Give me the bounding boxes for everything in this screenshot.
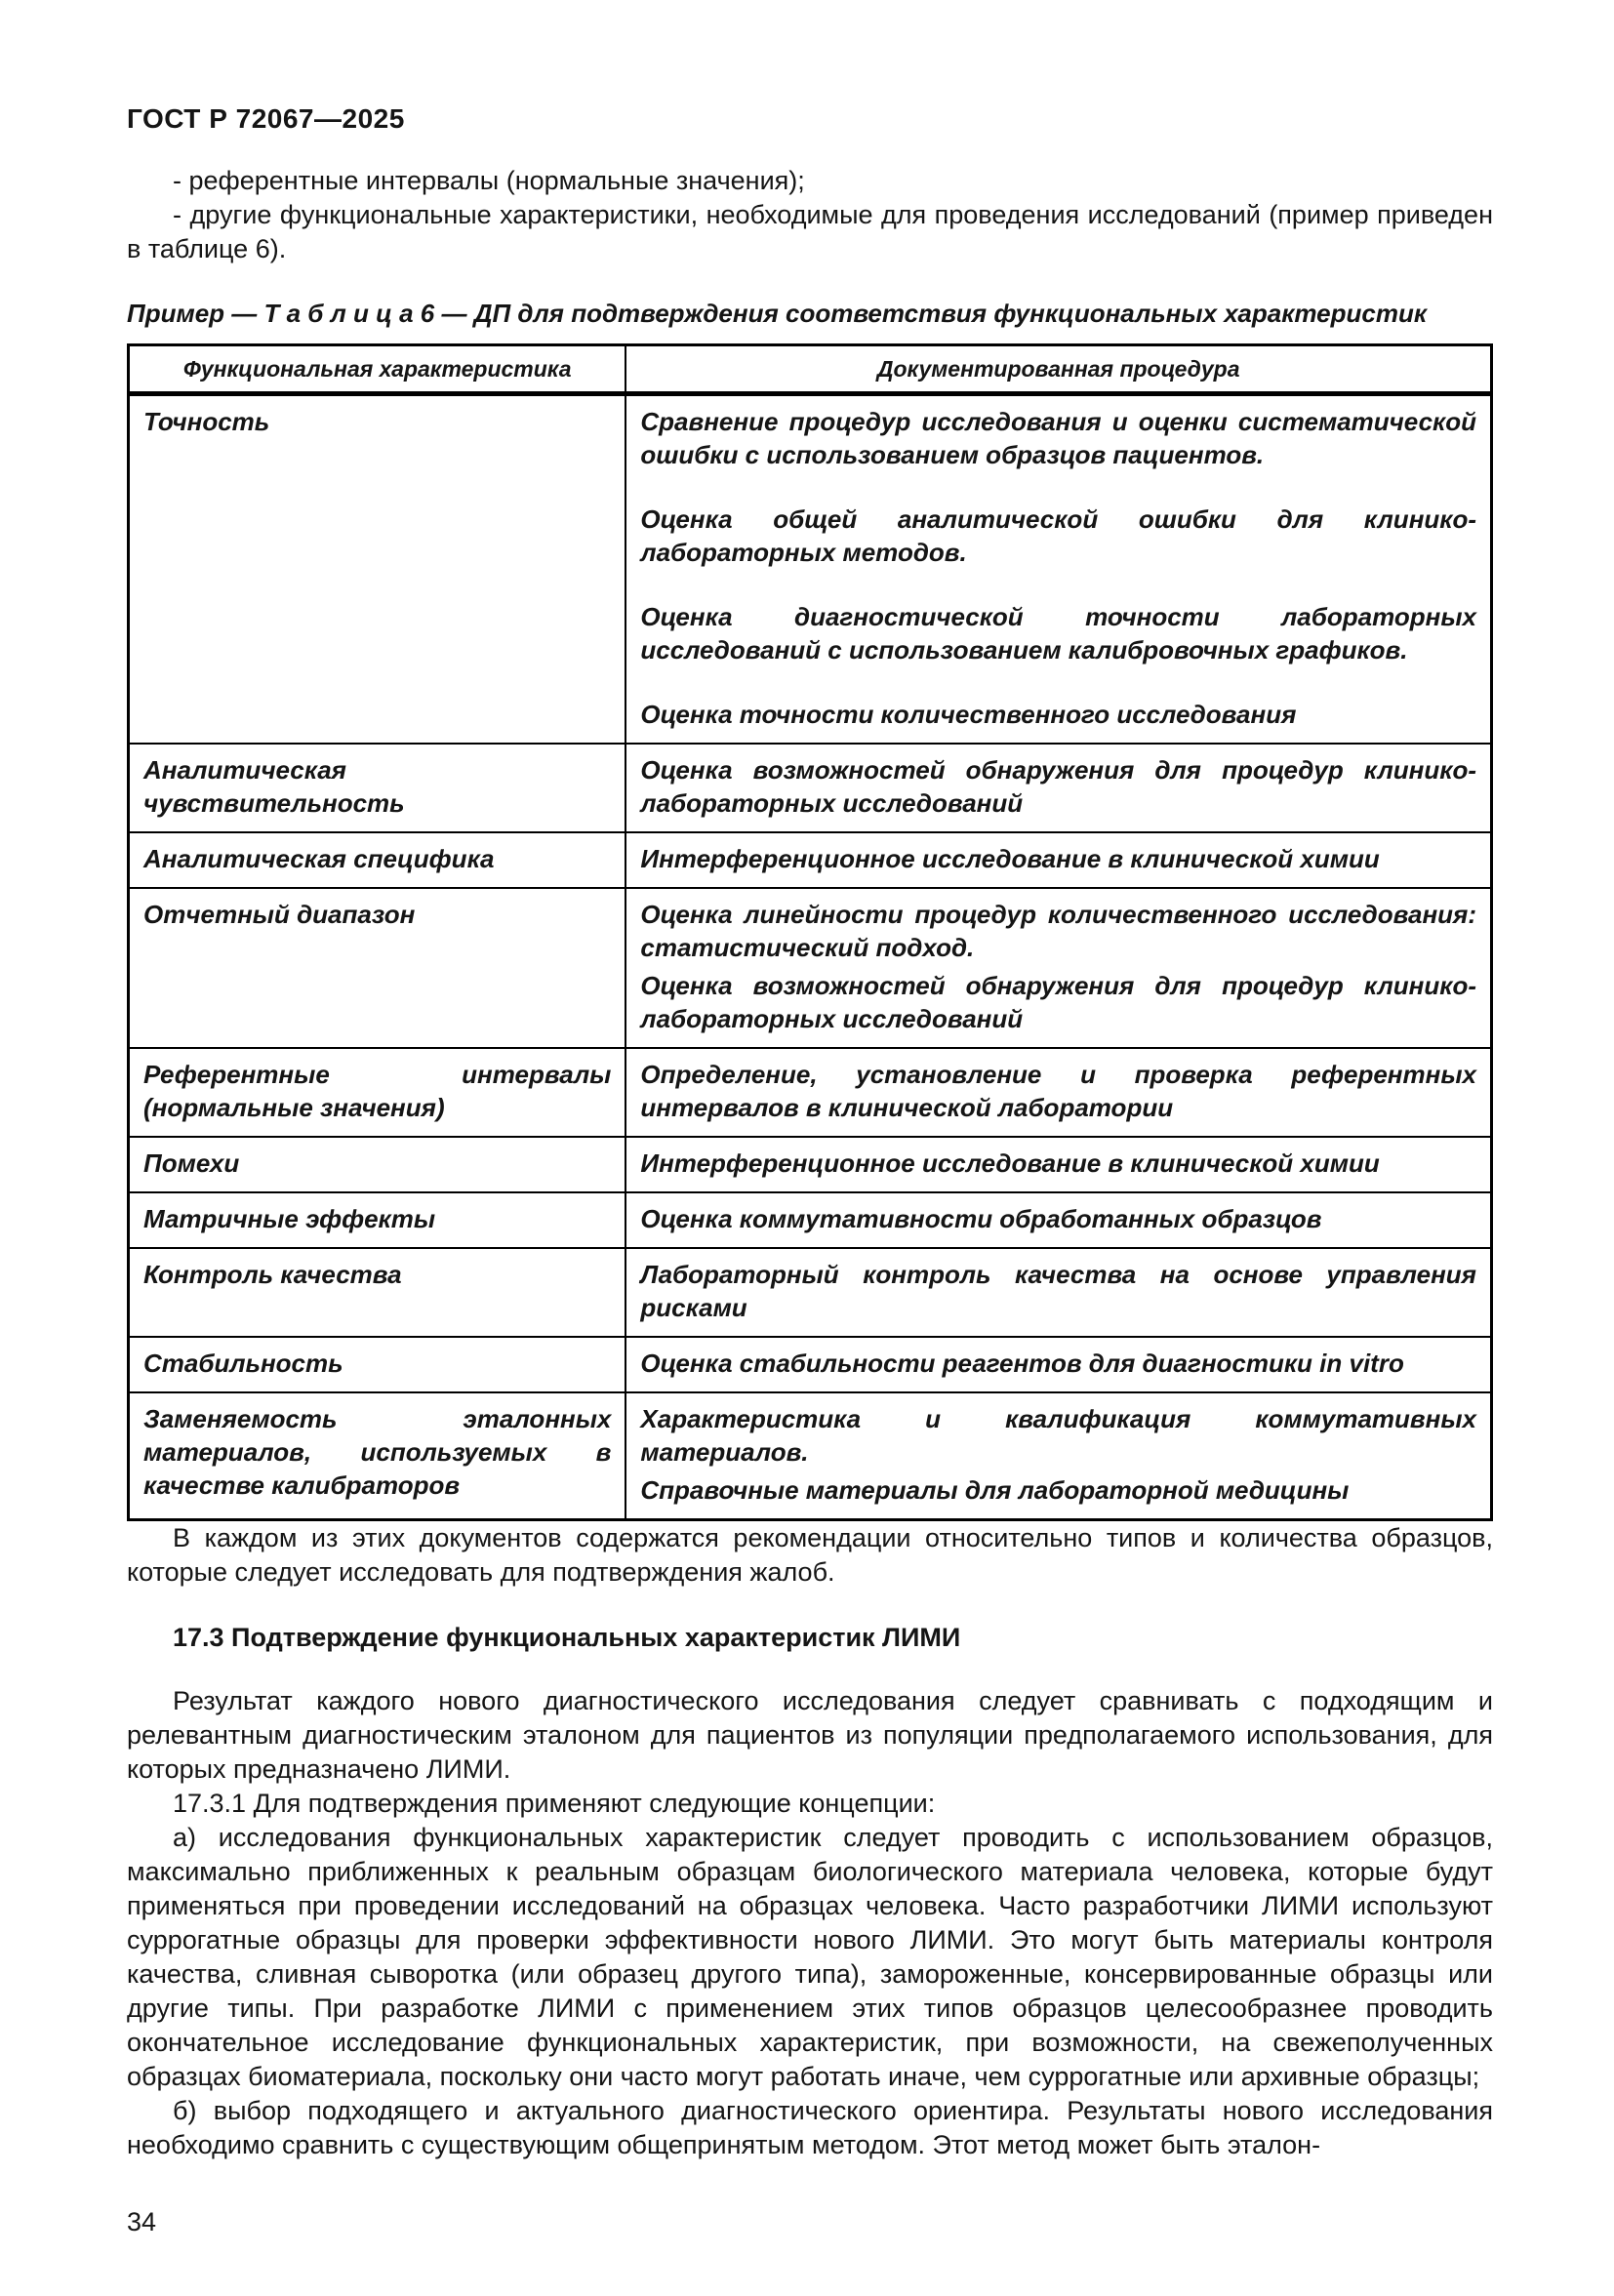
characteristic-cell: Точность (129, 394, 626, 745)
intro-list-item-1: - референтные интервалы (нормальные значения); (173, 166, 805, 195)
body-paragraph: б) выбор подходящего и актуального диагностического ориентира. Результаты нового исследования необходимо сравнить с существующим общепринятым методом. Этот метод может быть эталон- (127, 2096, 1493, 2159)
procedure-paragraph: Интерференционное исследование в клинической химии (640, 1148, 1380, 1178)
procedure-paragraph: Сравнение процедур исследования и оценки систематической ошибки с использованием образцов пациентов. (640, 407, 1476, 469)
table-row (129, 888, 1492, 1048)
table-row (129, 832, 1492, 888)
page-number: 34 (127, 2207, 157, 2236)
functional-characteristics-table (127, 343, 1493, 1521)
body-paragraph: 17.3.1 Для подтверждения применяют следующие концепции: (173, 1789, 936, 1818)
procedure-cell (625, 888, 1491, 1048)
table-row (129, 1337, 1492, 1392)
characteristic-cell: Стабильность (129, 1337, 626, 1392)
procedure-paragraph: Оценка линейности процедур количественного исследования: статистический подход. (640, 900, 1476, 962)
table-row (129, 394, 1492, 745)
procedure-paragraph: Справочные материалы для лабораторной медицины (640, 1475, 1350, 1505)
procedure-cell (625, 1337, 1491, 1392)
table-row (129, 1392, 1492, 1520)
table-row (129, 1192, 1492, 1248)
characteristic-cell: Матричные эффекты (129, 1192, 626, 1248)
procedure-cell (625, 1137, 1491, 1192)
characteristic-cell: Аналитическая чувствительность (129, 744, 626, 832)
body-paragraph: Результат каждого нового диагностического исследования следует сравнивать с подходящим и релевантным диагностическим эталоном для пациентов из популяции предполагаемого использования, для которых предназначено ЛИМИ. (127, 1686, 1493, 1784)
table-head (129, 345, 1492, 394)
characteristic-cell: Референтные интервалы (нормальные значения) (129, 1048, 626, 1137)
procedure-paragraph: Оценка точности количественного исследования (640, 700, 1297, 729)
procedure-paragraph: Характеристика и квалификация коммутативных материалов. (640, 1404, 1476, 1467)
section-heading-17-3: 17.3 Подтверждение функциональных характеристик ЛИМИ (173, 1623, 961, 1652)
characteristic-cell: Аналитическая специфика (129, 832, 626, 888)
procedure-paragraph: Оценка возможностей обнаружения для процедур клинико-лабораторных исследований (640, 971, 1476, 1033)
body-paragraph: а) исследования функциональных характеристик следует проводить с использованием образцов, максимально приближенных к реальным образцам биологического материала человека, которые будут применяться при проведении исследований на образцах человека. Часто разработчики ЛИМИ используют суррогатные образцы для проверки эффективности нового ЛИМИ. Это могут быть материалы контроля качества, сливная сыворотка (или образец другого типа), замороженные, консервированные образцы или другие типы. При разработке ЛИМИ с применением этих типов образцов целесообразнее проводить окончательное исследование функциональных характеристик, при возможности, на свежеполученных образцах биоматериала, поскольку они часто могут работать иначе, чем суррогатные или архивные образцы; (127, 1823, 1493, 2091)
procedure-paragraph: Оценка диагностической точности лабораторных исследований с использованием калибровочных графиков. (640, 602, 1476, 665)
document-header: ГОСТ Р 72067—2025 (127, 103, 405, 134)
column-header-characteristic: Функциональная характеристика (129, 345, 626, 394)
procedure-paragraph: Оценка общей аналитической ошибки для клинико-лабораторных методов. (640, 504, 1476, 567)
table-row (129, 1137, 1492, 1192)
procedure-cell (625, 1248, 1491, 1337)
table-caption: Пример — Т а б л и ц а 6 — ДП для подтверждения соответствия функциональных характеристик (127, 299, 1428, 328)
procedure-paragraph: Лабораторный контроль качества на основе управления рисками (640, 1260, 1476, 1322)
procedure-cell (625, 1048, 1491, 1137)
after-table-paragraph: В каждом из этих документов содержатся рекомендации относительно типов и количества образцов, которые следует исследовать для подтверждения жалоб. (127, 1523, 1493, 1587)
procedure-paragraph: Оценка коммутативности обработанных образцов (640, 1204, 1322, 1233)
characteristic-cell: Отчетный диапазон (129, 888, 626, 1048)
procedure-cell (625, 832, 1491, 888)
procedure-paragraph: Определение, установление и проверка референтных интервалов в клинической лаборатории (640, 1060, 1476, 1122)
characteristic-cell: Заменяемость эталонных материалов, используемых в качестве калибраторов (129, 1392, 626, 1520)
column-header-procedure: Документированная процедура (625, 345, 1491, 394)
procedure-cell (625, 744, 1491, 832)
table-header-row (129, 345, 1492, 394)
characteristic-cell: Контроль качества (129, 1248, 626, 1337)
procedure-cell (625, 394, 1491, 745)
table-row (129, 1248, 1492, 1337)
table-body (129, 394, 1492, 1520)
procedure-cell (625, 1392, 1491, 1520)
table-row (129, 744, 1492, 832)
procedure-paragraph: Интерференционное исследование в клинической химии (640, 844, 1380, 873)
procedure-cell (625, 1192, 1491, 1248)
characteristic-cell: Помехи (129, 1137, 626, 1192)
procedure-paragraph: Оценка возможностей обнаружения для процедур клинико-лабораторных исследований (640, 755, 1476, 818)
intro-list-item-2: - другие функциональные характеристики, необходимые для проведения исследований (пример приведен в таблице 6). (127, 200, 1493, 263)
table-row (129, 1048, 1492, 1137)
procedure-paragraph: Оценка стабильности реагентов для диагностики in vitro (640, 1349, 1404, 1378)
